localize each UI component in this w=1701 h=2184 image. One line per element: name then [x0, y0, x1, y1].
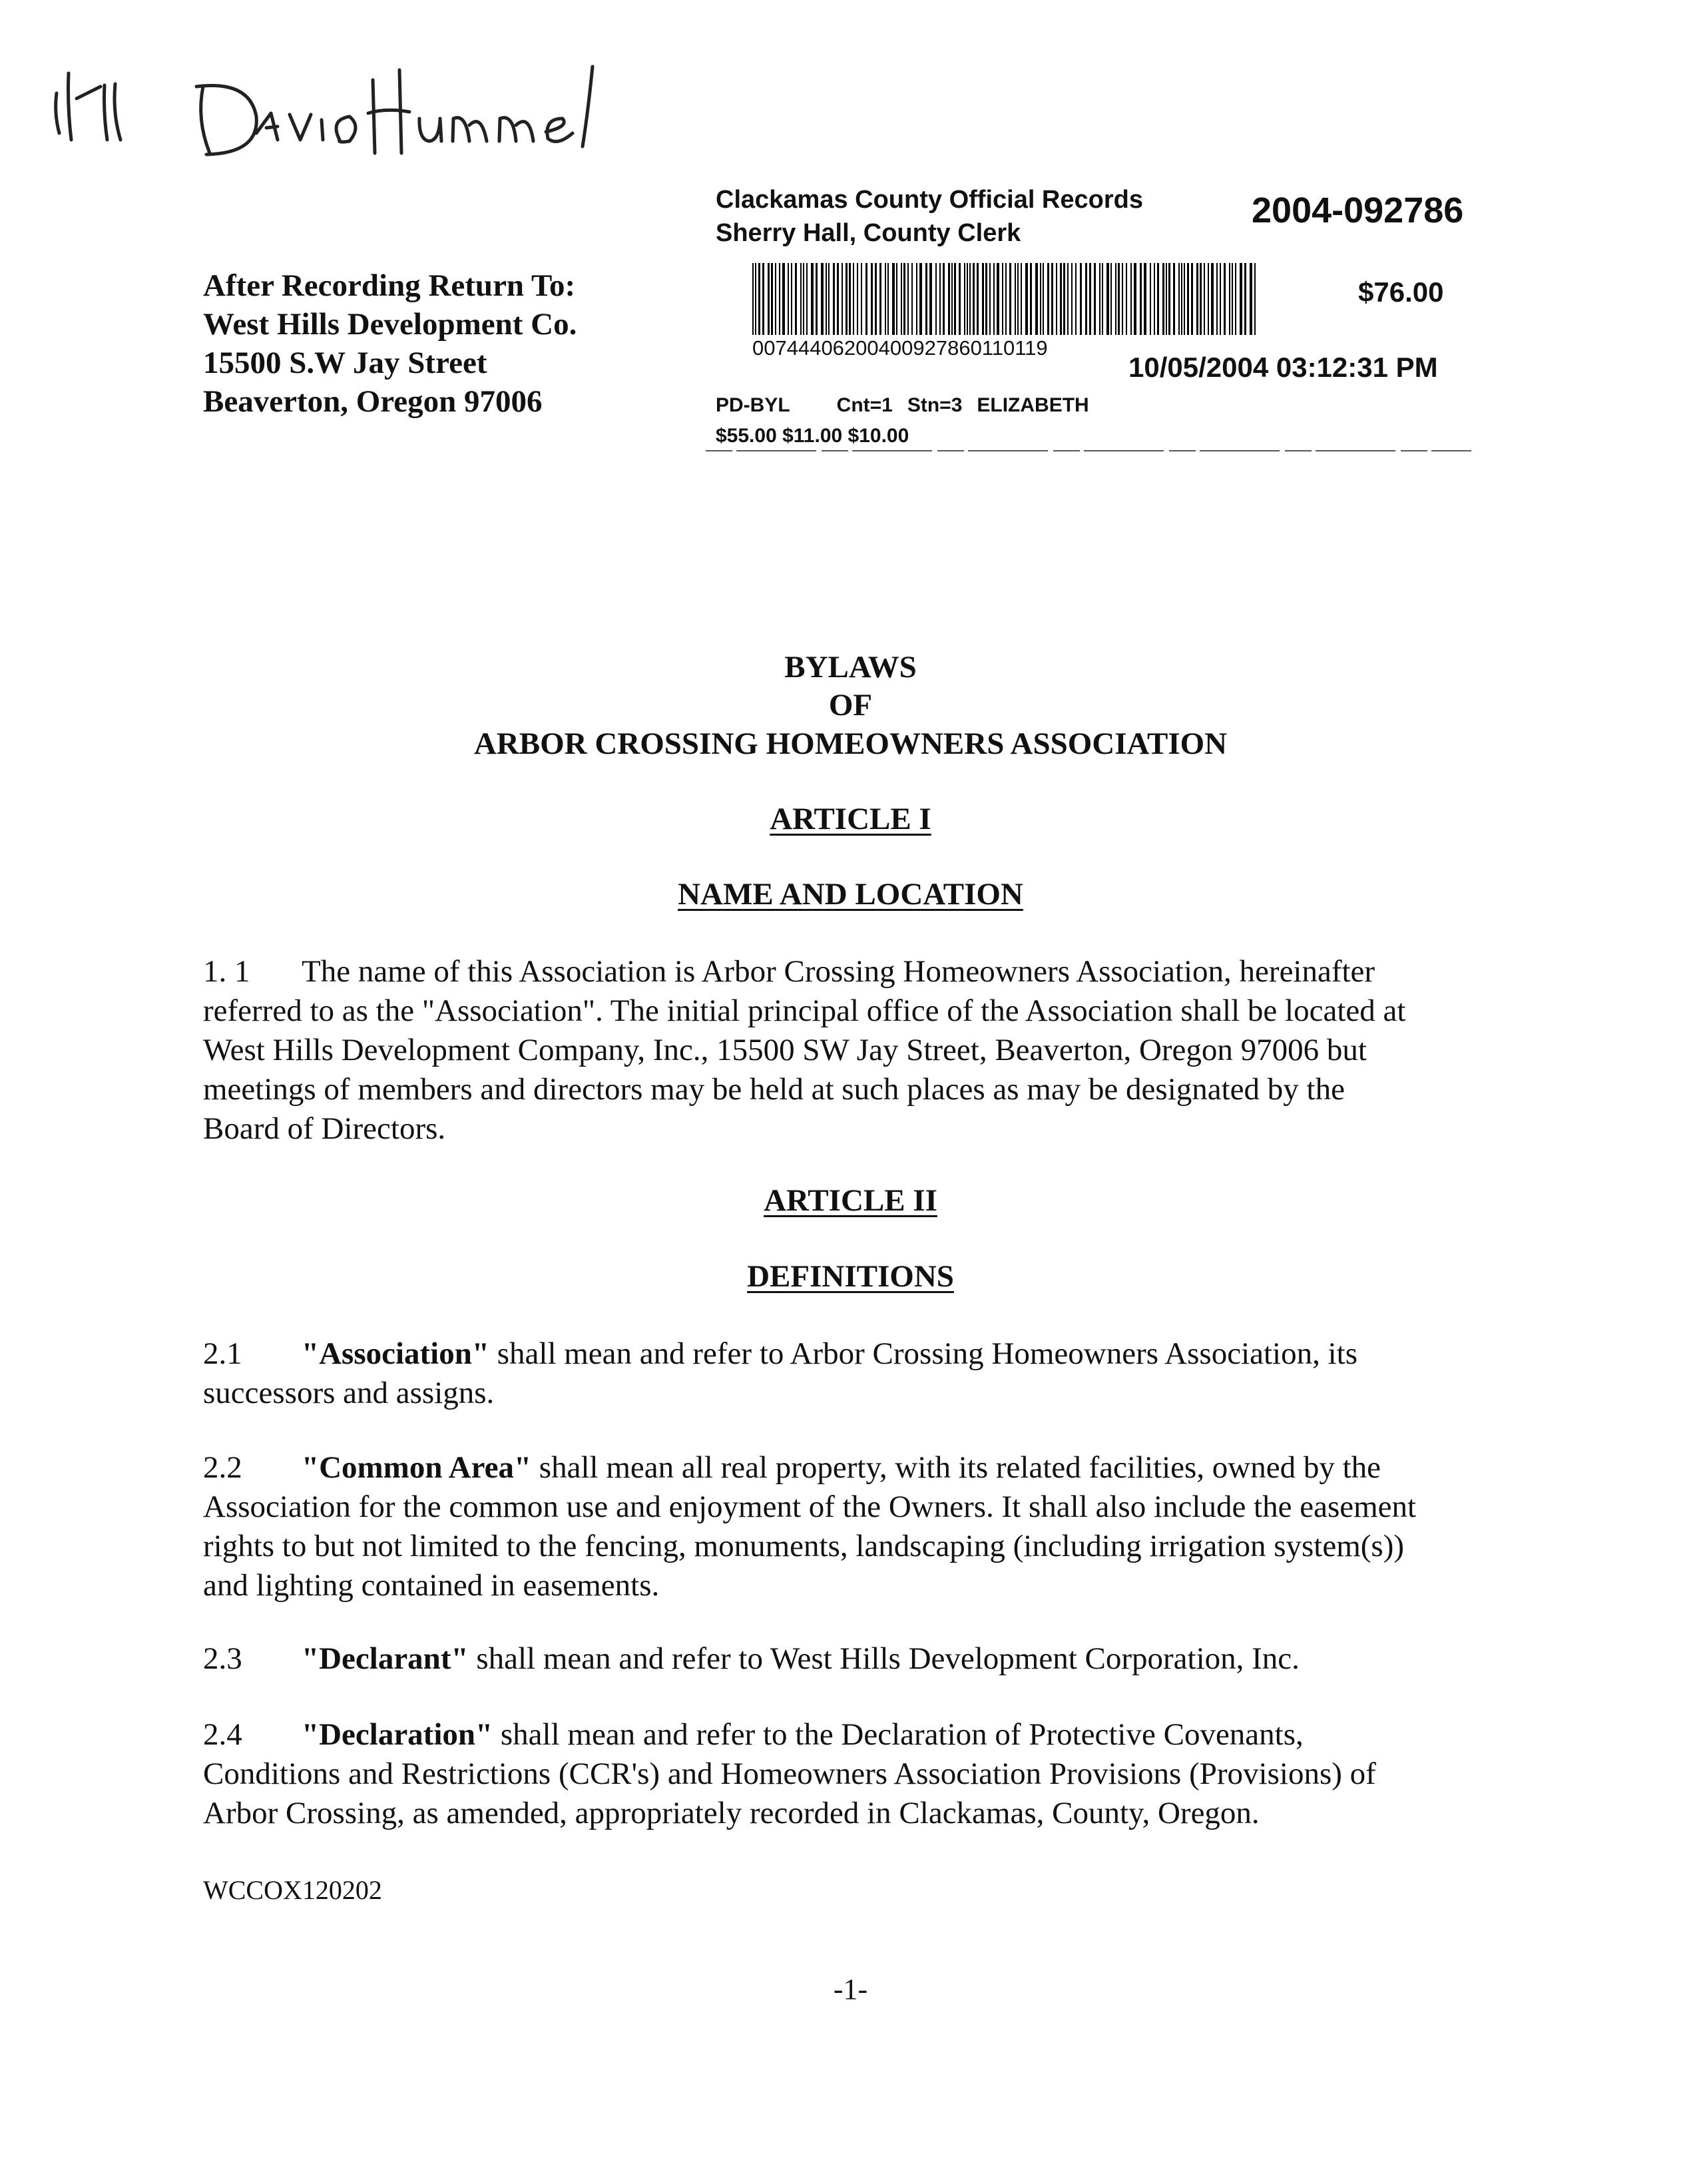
barcode-image — [752, 263, 1258, 335]
return-street: 15500 S.W Jay Street — [203, 346, 487, 380]
barcode-bar — [1094, 263, 1096, 335]
definition-2-2 — [203, 1448, 1508, 1605]
barcode-bar — [800, 263, 802, 335]
barcode-bar — [853, 263, 854, 335]
page-number: -1- — [833, 1973, 868, 2006]
barcode-bar — [1166, 263, 1167, 335]
recording-divider — [706, 449, 1471, 452]
recording-count: Cnt=1 — [836, 394, 893, 416]
definition-number: 2.1 — [203, 1336, 242, 1371]
barcode-bar — [907, 263, 909, 335]
barcode-bar — [846, 263, 848, 335]
barcode-bar — [821, 263, 824, 335]
barcode-bar — [916, 263, 917, 335]
section-text-line: Board of Directors. — [203, 1111, 446, 1146]
barcode-bar — [1035, 263, 1038, 335]
barcode-bar — [887, 263, 889, 335]
article-2-subheading: DEFINITIONS — [747, 1259, 954, 1294]
definition-term: "Declarant" — [302, 1641, 469, 1676]
barcode-bar — [896, 263, 897, 335]
footer-document-code: WCCOX120202 — [203, 1875, 382, 1905]
barcode-bar — [885, 263, 886, 335]
return-address-block — [203, 266, 577, 421]
document-title-line-2: OF — [828, 688, 873, 722]
barcode-bar — [1200, 263, 1202, 335]
barcode-bar — [1150, 263, 1151, 335]
barcode-bar — [939, 263, 941, 335]
barcode-bar — [811, 263, 814, 335]
recording-code: PD-BYL — [716, 394, 790, 416]
definition-term: "Declaration" — [302, 1717, 493, 1752]
barcode-bar — [1144, 263, 1146, 335]
barcode-bar — [779, 263, 780, 335]
barcode-bar — [768, 263, 770, 335]
barcode-bar — [951, 263, 953, 335]
barcode-bar — [989, 263, 991, 335]
barcode-bar — [758, 263, 760, 335]
barcode-bar — [1126, 263, 1127, 335]
recording-document-number: 2004-092786 — [1252, 190, 1464, 230]
barcode-bar — [1122, 263, 1123, 335]
definition-text-line: and lighting contained in easements. — [203, 1568, 660, 1603]
barcode-bar — [1229, 263, 1230, 335]
recording-clerk: ELIZABETH — [977, 394, 1089, 416]
barcode-bar — [1254, 263, 1256, 335]
barcode-bar — [791, 263, 792, 335]
section-text-line: The name of this Association is Arbor Crossing Homeowners Association, hereinafter — [302, 954, 1375, 989]
barcode-bar — [865, 263, 867, 335]
barcode-bar — [1250, 263, 1252, 335]
barcode-bar — [977, 263, 979, 335]
definition-2-1 — [203, 1334, 1508, 1413]
recording-office — [716, 183, 1143, 250]
barcode-bar — [1216, 263, 1218, 335]
barcode-bar — [762, 263, 764, 335]
barcode-bar — [795, 263, 797, 335]
article-1-heading: ARTICLE I — [770, 802, 931, 836]
barcode-bar — [967, 263, 968, 335]
barcode-bar — [1067, 263, 1069, 335]
barcode-bar — [1173, 263, 1175, 335]
barcode-bar — [875, 263, 877, 335]
definition-text: shall mean and refer to the Declaration of Protective Covenants, — [493, 1717, 1304, 1752]
barcode-bar — [842, 263, 843, 335]
barcode-bar — [948, 263, 950, 335]
section-text-line: referred to as the "Association". The initial principal office of the Association shall be located at — [203, 993, 1406, 1028]
barcode-bar — [1063, 263, 1065, 335]
article-1-subheading: NAME AND LOCATION — [678, 877, 1023, 912]
recording-datetime: 10/05/2004 03:12:31 PM — [1128, 352, 1438, 383]
section-1-1 — [203, 952, 1508, 1149]
barcode-bar — [1130, 263, 1132, 335]
barcode-bar — [1211, 263, 1214, 335]
barcode-bar — [849, 263, 851, 335]
handwritten-signature — [37, 40, 636, 173]
definition-number: 2.4 — [203, 1717, 242, 1752]
definition-text: shall mean and refer to Arbor Crossing Homeowners Association, its — [489, 1336, 1358, 1371]
barcode-bar — [1015, 263, 1016, 335]
barcode-bar — [1196, 263, 1198, 335]
barcode-bar — [871, 263, 873, 335]
barcode-bar — [1099, 263, 1100, 335]
barcode-bar — [964, 263, 965, 335]
barcode-bar — [1005, 263, 1007, 335]
barcode-bar — [1075, 263, 1077, 335]
barcode-bar — [1134, 263, 1136, 335]
barcode-bar — [1071, 263, 1073, 335]
barcode-bar — [857, 263, 858, 335]
definition-term: "Common Area" — [302, 1450, 532, 1485]
article-2-heading: ARTICLE II — [764, 1183, 937, 1218]
barcode-bar — [1208, 263, 1209, 335]
barcode-bar — [1235, 263, 1236, 335]
section-text-line: West Hills Development Company, Inc., 15500 SW Jay Street, Beaverton, Oregon 97006 but — [203, 1033, 1367, 1067]
barcode-bar — [1106, 263, 1109, 335]
recording-office-name: Clackamas County Official Records — [716, 186, 1143, 214]
definition-number: 2.3 — [203, 1641, 242, 1676]
barcode-bar — [954, 263, 956, 335]
barcode-bar — [861, 263, 862, 335]
barcode-bar — [1009, 263, 1011, 335]
section-number: 1. 1 — [203, 954, 250, 989]
definition-text: shall mean and refer to West Hills Development Corporation, Inc. — [468, 1641, 1300, 1676]
barcode-bar — [973, 263, 975, 335]
barcode-bar — [1162, 263, 1164, 335]
barcode-bar — [985, 263, 987, 335]
barcode-bar — [1232, 263, 1233, 335]
definition-text: shall mean all real property, with its related facilities, owned by the — [531, 1450, 1381, 1485]
barcode-bar — [1030, 263, 1032, 335]
barcode-bar — [1220, 263, 1221, 335]
barcode-bar — [1204, 263, 1205, 335]
definition-text-line: Arbor Crossing, as amended, appropriately recorded in Clackamas, County, Oregon. — [203, 1796, 1260, 1830]
barcode-bar — [1240, 263, 1242, 335]
barcode-bar — [943, 263, 945, 335]
return-company: West Hills Development Co. — [203, 307, 577, 342]
recording-fee: $76.00 — [1358, 276, 1444, 308]
barcode-bar — [752, 263, 754, 335]
barcode-bar — [1060, 263, 1062, 335]
recording-amounts: $55.00 $11.00 $10.00 — [716, 425, 909, 447]
definition-text-line: Association for the common use and enjoyment of the Owners. It shall also include the easement — [203, 1490, 1417, 1524]
barcode-bar — [1178, 263, 1180, 335]
definition-text-line: Conditions and Restrictions (CCR's) and Homeowners Association Provisions (Provisions) of — [203, 1757, 1376, 1791]
barcode-bar — [879, 263, 881, 335]
barcode-bar — [1118, 263, 1120, 335]
document-title-line-3: ARBOR CROSSING HOMEOWNERS ASSOCIATION — [473, 726, 1228, 761]
definition-number: 2.2 — [203, 1450, 242, 1485]
barcode-bar — [833, 263, 835, 335]
barcode-bar — [775, 263, 776, 335]
barcode-bar — [911, 263, 913, 335]
barcode-bar — [782, 263, 785, 335]
recording-station: Stn=3 — [907, 394, 963, 416]
barcode-bar — [806, 263, 808, 335]
barcode-bar — [925, 263, 927, 335]
barcode-bar — [929, 263, 932, 335]
barcode-bar — [959, 263, 961, 335]
definition-text-line: rights to but not limited to the fencing, monuments, landscaping (including irrigation system(s)) — [203, 1529, 1404, 1563]
definition-text-line: successors and assigns. — [203, 1376, 495, 1410]
barcode-bar — [1085, 263, 1087, 335]
return-city: Beaverton, Oregon 97006 — [203, 384, 543, 419]
barcode-bar — [837, 263, 839, 335]
barcode-bar — [1040, 263, 1041, 335]
barcode-bar — [828, 263, 830, 335]
barcode-bar — [919, 263, 922, 335]
barcode-bar — [997, 263, 999, 335]
barcode-bar — [1184, 263, 1185, 335]
barcode-bar — [1154, 263, 1155, 335]
barcode-bar — [1102, 263, 1103, 335]
barcode-bar — [1181, 263, 1182, 335]
barcode-bar — [826, 263, 827, 335]
barcode-bar — [1017, 263, 1019, 335]
barcode-bar — [1140, 263, 1142, 335]
barcode-bar — [816, 263, 818, 335]
recording-clerk-name: Sherry Hall, County Clerk — [716, 219, 1021, 247]
barcode-bar — [1080, 263, 1082, 335]
barcode-bar — [803, 263, 804, 335]
barcode-bar — [1110, 263, 1112, 335]
section-text-line: meetings of members and directors may be held at such places as may be designated by the — [203, 1072, 1345, 1107]
barcode-bar — [1089, 263, 1091, 335]
barcode-bar — [935, 263, 937, 335]
barcode-bar — [1191, 263, 1193, 335]
barcode-bar — [901, 263, 902, 335]
barcode-bar — [1002, 263, 1003, 335]
barcode-bar — [993, 263, 995, 335]
barcode-bar — [1244, 263, 1246, 335]
barcode-bar — [771, 263, 773, 335]
barcode-bar — [1168, 263, 1170, 335]
barcode-bar — [1187, 263, 1189, 335]
barcode-bar — [1025, 263, 1028, 335]
barcode-bar — [969, 263, 971, 335]
barcode-bar — [982, 263, 984, 335]
barcode-bar — [1115, 263, 1116, 335]
barcode-bar — [892, 263, 895, 335]
barcode-number: 00744406200400927860110119 — [752, 336, 1048, 360]
barcode-bar — [755, 263, 756, 335]
definition-2-4 — [203, 1715, 1508, 1833]
document-title-line-1: BYLAWS — [784, 650, 917, 684]
barcode-bar — [1051, 263, 1053, 335]
barcode-bar — [1157, 263, 1159, 335]
barcode-bar — [1056, 263, 1057, 335]
barcode-bar — [1224, 263, 1226, 335]
barcode-bar — [1043, 263, 1044, 335]
recording-code-line — [716, 394, 1104, 417]
barcode-bar — [788, 263, 789, 335]
definition-term: "Association" — [302, 1336, 489, 1371]
barcode-bar — [1047, 263, 1049, 335]
return-heading: After Recording Return To: — [203, 268, 576, 303]
definition-2-3 — [203, 1639, 1508, 1679]
barcode-bar — [903, 263, 905, 335]
barcode-bar — [1021, 263, 1022, 335]
